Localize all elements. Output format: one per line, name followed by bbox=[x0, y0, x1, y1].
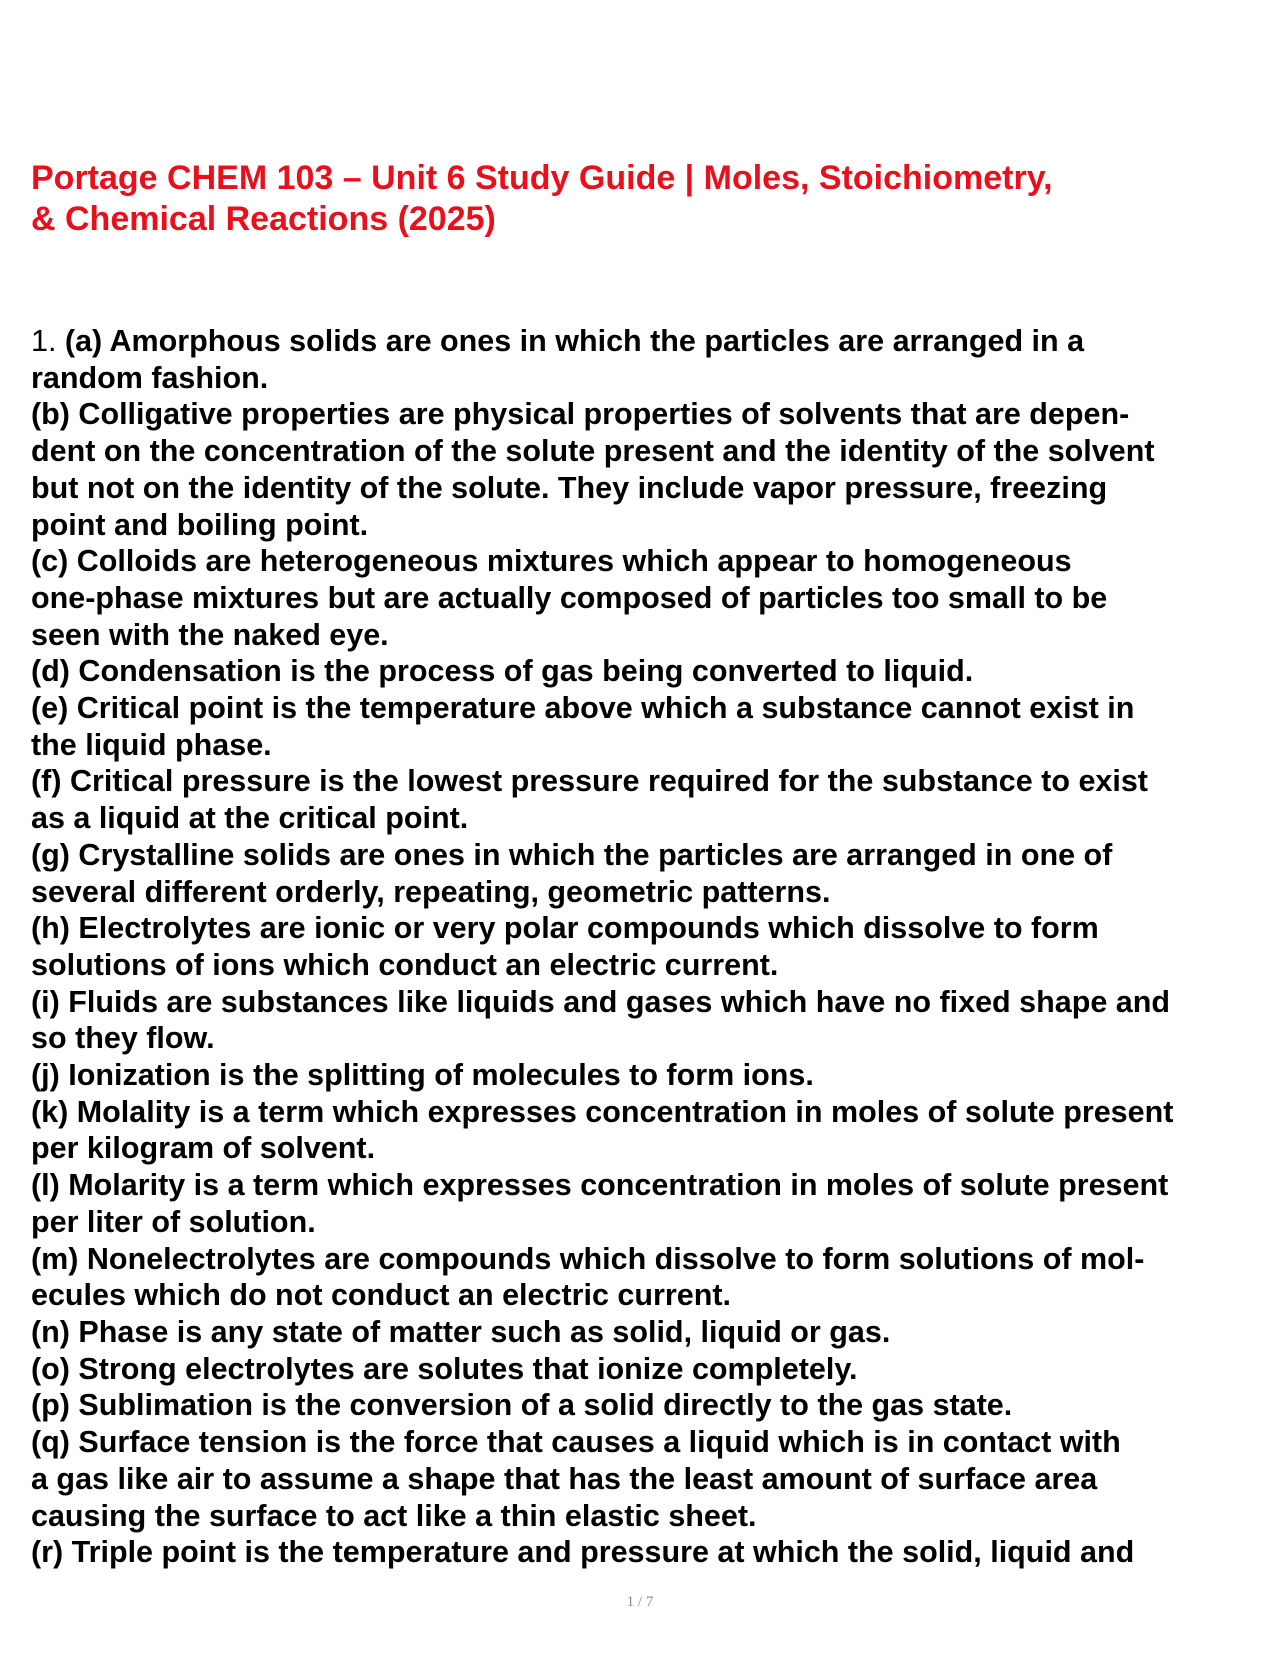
page-number: 1 / 7 bbox=[626, 1594, 654, 1610]
definition-line: but not on the identity of the solute. They include vapor pressure, freezing bbox=[31, 470, 1108, 505]
definition-line: 1. (a) Amorphous solids are ones in which the particles are arranged in a bbox=[31, 324, 1085, 358]
definition-line: several different orderly, repeating, geometric patterns. bbox=[31, 874, 831, 909]
question-1-body bbox=[31, 323, 1261, 1571]
definition-line: solutions of ions which conduct an electric current. bbox=[31, 947, 779, 982]
document-title bbox=[31, 158, 1231, 240]
definition-line: (m) Nonelectrolytes are compounds which dissolve to form solutions of mol- bbox=[31, 1241, 1145, 1276]
definition-line: a gas like air to assume a shape that has the least amount of surface area bbox=[31, 1461, 1098, 1496]
definition-line: (e) Critical point is the temperature above which a substance cannot exist in bbox=[31, 691, 1135, 726]
definition-line: (f) Critical pressure is the lowest pressure required for the substance to exist bbox=[31, 764, 1148, 799]
definition-line: the liquid phase. bbox=[31, 727, 272, 762]
definition-line: causing the surface to act like a thin elastic sheet. bbox=[31, 1498, 757, 1533]
definition-line: per liter of solution. bbox=[31, 1204, 316, 1239]
definition-line: (r) Triple point is the temperature and pressure at which the solid, liquid and bbox=[31, 1535, 1135, 1570]
definition-line: (p) Sublimation is the conversion of a solid directly to the gas state. bbox=[31, 1388, 1013, 1423]
definition-line: (o) Strong electrolytes are solutes that ionize completely. bbox=[31, 1351, 858, 1386]
definition-line: (k) Molality is a term which expresses concentration in moles of solute present bbox=[31, 1094, 1174, 1129]
document-title-line-1: Portage CHEM 103 – Unit 6 Study Guide | Moles, Stoichiometry, bbox=[31, 159, 1053, 197]
definition-line: dent on the concentration of the solute present and the identity of the solvent bbox=[31, 434, 1155, 469]
definition-line: (i) Fluids are substances like liquids and gases which have no fixed shape and bbox=[31, 984, 1170, 1019]
definition-line: (n) Phase is any state of matter such as solid, liquid or gas. bbox=[31, 1314, 891, 1349]
definition-line: ecules which do not conduct an electric current. bbox=[31, 1278, 731, 1313]
definition-line: (h) Electrolytes are ionic or very polar compounds which dissolve to form bbox=[31, 911, 1099, 946]
definition-line: per kilogram of solvent. bbox=[31, 1131, 376, 1166]
definition-line: (q) Surface tension is the force that causes a liquid which is in contact with bbox=[31, 1425, 1121, 1460]
definition-line: as a liquid at the critical point. bbox=[31, 801, 469, 836]
definition-line: (d) Condensation is the process of gas being converted to liquid. bbox=[31, 654, 974, 689]
definition-line: seen with the naked eye. bbox=[31, 617, 389, 652]
definition-line: point and boiling point. bbox=[31, 507, 369, 542]
definition-line: (c) Colloids are heterogeneous mixtures which appear to homogeneous bbox=[31, 544, 1072, 579]
document-title-line-2: & Chemical Reactions (2025) bbox=[31, 200, 496, 238]
question-number: 1. bbox=[31, 324, 57, 358]
definition-line: (l) Molarity is a term which expresses concentration in moles of solute present bbox=[31, 1168, 1169, 1203]
definition-line: (g) Crystalline solids are ones in which the particles are arranged in one of bbox=[31, 837, 1113, 872]
definition-line: (j) Ionization is the splitting of molecules to form ions. bbox=[31, 1058, 814, 1093]
definition-line: one-phase mixtures but are actually composed of particles too small to be bbox=[31, 580, 1108, 615]
definition-line: random fashion. bbox=[31, 360, 269, 395]
definition-line: (b) Colligative properties are physical properties of solvents that are depen- bbox=[31, 397, 1130, 432]
definition-line: so they flow. bbox=[31, 1021, 215, 1056]
